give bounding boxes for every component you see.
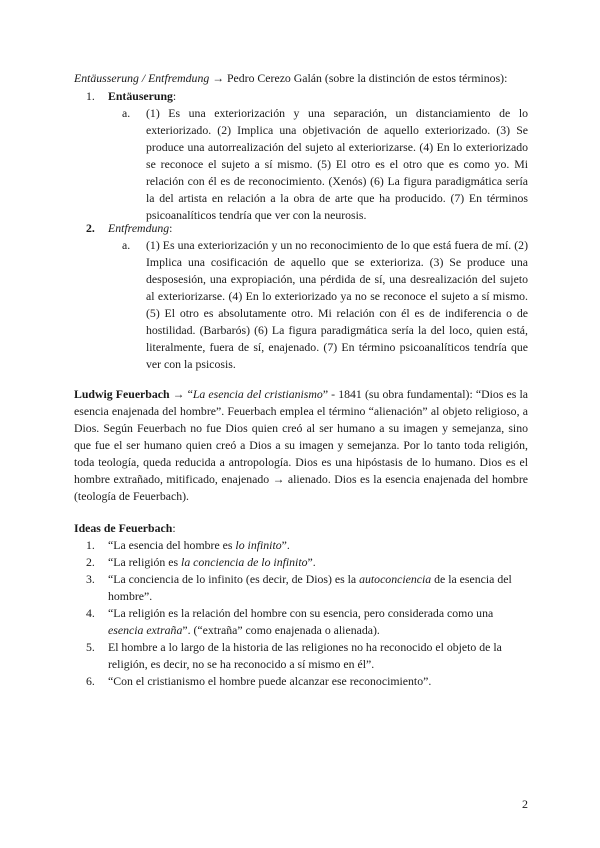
term-separator: / xyxy=(138,71,149,85)
arrow: → xyxy=(209,71,227,85)
arrow: → “ xyxy=(169,387,193,401)
list-item: 4. “La religión es la relación del hombre con su esencia, pero considerada como una esencia extraña”. (“extraña” como enajenada o alienada). xyxy=(86,606,494,637)
author-name: Ludwig Feuerbach xyxy=(74,387,170,401)
intro-text: Pedro Cerezo Galán (sobre la distinción de estos términos): xyxy=(226,71,508,85)
list-item: 2. “La religión es la conciencia de lo infinito”. xyxy=(86,555,316,569)
ideas-heading-text: Ideas de Feuerbach xyxy=(74,521,173,535)
term-entausserung: Entäusserung xyxy=(74,71,139,85)
list-title-colon: : xyxy=(169,221,173,235)
ideas-heading xyxy=(74,520,528,537)
list-title-colon: : xyxy=(172,89,177,103)
list-item: 1. “La esencia del hombre es lo infinito”. xyxy=(86,538,290,552)
sublist-letter: a. xyxy=(122,106,131,120)
ideas-heading-colon: : xyxy=(172,521,176,535)
ideas-list xyxy=(86,537,528,690)
list-number: 2. xyxy=(86,221,95,235)
list-title: Entfremdung xyxy=(108,221,170,235)
list-item: 3. “La conciencia de lo infinito (es decir, de Dios) es la autoconciencia de la esencia del hombre”. xyxy=(86,572,512,603)
sublist-letter: a. xyxy=(122,238,131,252)
work-title: La esencia del cristianismo xyxy=(192,387,323,401)
list-item: 6. “Con el cristianismo el hombre puede alcanzar ese reconocimiento”. xyxy=(86,674,432,688)
list-item: 5. El hombre a lo largo de la historia de las religiones no ha reconocido el objeto de la religión, es decir, no se ha reconocido a sí mismo en él”. xyxy=(86,640,502,671)
page-number: 2 xyxy=(522,797,528,811)
feuerbach-text: ” - 1841 (su obra fundamental): “Dios es la esencia enajenada del hombre”. Feuerbach emplea el término “alienación” al objeto religioso, a Dios. Según Feuerbach no fue Dios quien creó al ser humano a su imagen y semejanza, sino que fue el ser humano quien creó a Dios a su imagen y semejanza. Por lo tanto toda religión, toda teología, queda reducida a antropología. Dios es una hipóstasis de lo humano. Dios es el hombre extrañado, mitificado, enajenado → alienado. Dios es la esencia enajenada del hombre (teología de Feuerbach). xyxy=(74,387,528,503)
term-entfremdung: Entfremdung xyxy=(148,71,210,85)
feuerbach-paragraph xyxy=(74,386,528,505)
sublist-text: (1) Es una exteriorización y una separación, un distanciamiento de lo exteriorizado. (2) Implica una objetivación de aquello exteriorizado. (3) Se produce una autorrealización del sujeto al exteriorizarse. (4) En lo exteriorizado se reconoce el sujeto a sí mismo. (5) El otro es el otro que es como yo. Mi relación con él es de reconocimiento. (Xenós) (6) La figura paradigmática sería la del artista en relación a la obra de arte que ha producido. (7) En términos psicoanalíticos tendría que ver con la neurosis. xyxy=(146,106,528,222)
list-title: Entäuserung xyxy=(108,89,173,103)
intro-line xyxy=(74,70,528,87)
sublist-text: (1) Es una exteriorización y un no reconocimiento de lo que está fuera de mí. (2) Implica una cosificación de aquello que se exterioriza. (3) Se produce una desposesión, una expropiación, una pérdida de sí, una desrealización del sujeto al exteriorizarse. (4) En lo exteriorizado ya no se reconoce el sujeto a sí mismo. (5) El otro es absolutamente otro. Mi relación con él es de indiferencia o de hostilidad. (Barbarós) (6) La figura paradigmática sería la del loco, quien está, literalmente, fuera de sí, enajenado. (7) En término psicoanalíticos tendría que ver con la psicosis. xyxy=(146,238,528,371)
list-number: 1. xyxy=(86,89,95,103)
